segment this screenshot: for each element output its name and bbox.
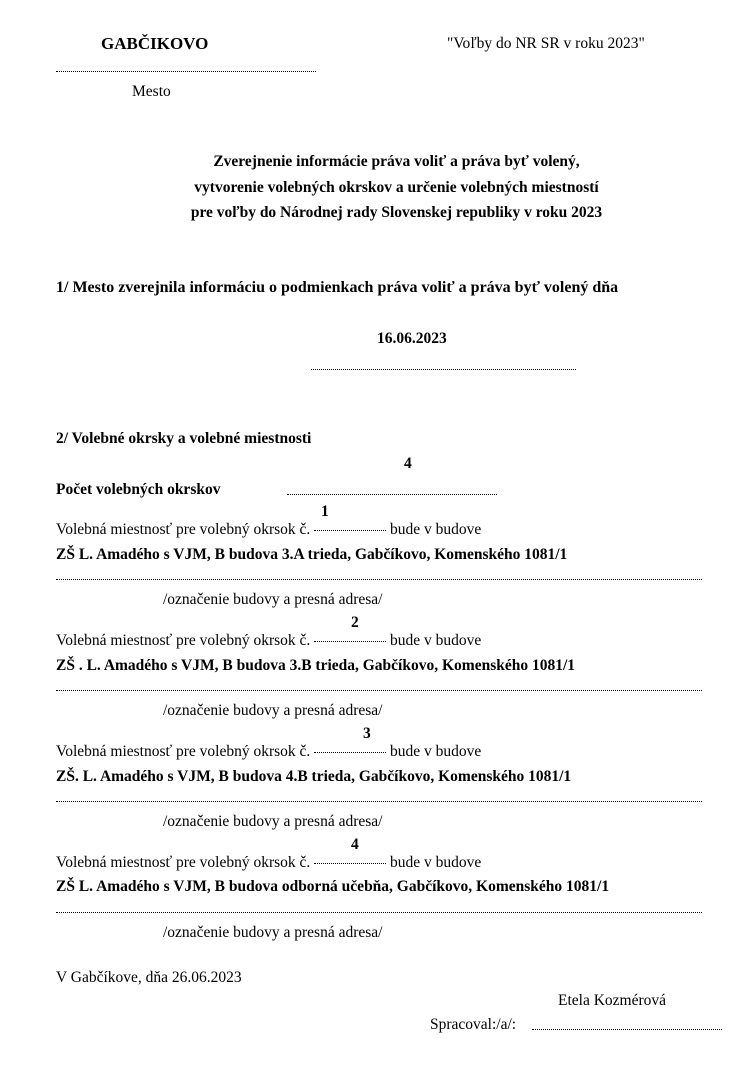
district-address-line [56,912,702,913]
district-count-line [287,494,497,495]
district-number: 2 [351,614,359,631]
district-room-prefix: Volebná miestnosť pre volebný okrsok č. [56,743,311,760]
district-number: 1 [321,503,329,520]
district-address: ZŠ. L. Amadého s VJM, B budova 4.B trieda, Gabčíkovo, Komenského 1081/1 [56,768,572,785]
district-room-line [56,743,481,761]
town-caption: Mesto [132,83,171,100]
district-address: ZŠ . L. Amadého s VJM, B budova 3.B trieda, Gabčíkovo, Komenského 1081/1 [56,657,576,674]
district-caption: /označenie budovy a presná adresa/ [163,813,383,830]
district-caption: /označenie budovy a presná adresa/ [163,924,383,941]
district-count-label: Počet volebných okrskov [56,481,221,498]
district-address: ZŠ L. Amadého s VJM, B budova 3.A trieda, Gabčíkovo, Komenského 1081/1 [56,546,568,563]
district-room-suffix: bude v budove [390,854,482,871]
processor-name: Etela Kozmérová [558,992,667,1009]
district-room-suffix: bude v budove [390,521,482,538]
title-line-2: vytvorenie volebných okrskov a určenie volebných miestností [194,179,599,196]
processed-by-label: Spracoval:/a/: [430,1016,517,1033]
district-address-line [56,801,702,802]
town-signature-line [56,71,316,72]
district-address-line [56,579,702,580]
title-line-3: pre voľby do Národnej rady Slovenskej republiky v roku 2023 [190,204,603,221]
district-number-dots [314,530,386,531]
title-line-1: Zverejnenie informácie práva voliť a práva byť volený, [213,153,580,170]
district-number-dots [314,863,386,864]
town-name: GABČIKOVO [101,34,209,53]
place-and-date: V Gabčíkove, dňa 26.06.2023 [56,969,242,986]
district-room-suffix: bude v budove [390,743,482,760]
district-count-value: 4 [404,455,412,472]
district-address-line [56,690,702,691]
district-room-line [56,521,481,539]
district-room-prefix: Volebná miestnosť pre volebný okrsok č. [56,521,311,538]
district-number: 3 [363,725,371,742]
district-room-line [56,854,481,872]
district-room-suffix: bude v budove [390,632,482,649]
signature-line [532,1029,722,1030]
district-room-line [56,632,481,650]
district-address: ZŠ L. Amadého s VJM, B budova odborná učebňa, Gabčíkovo, Komenského 1081/1 [56,878,610,895]
election-title: "Voľby do NR SR v roku 2023" [447,35,645,52]
district-room-prefix: Volebná miestnosť pre volebný okrsok č. [56,632,311,649]
district-caption: /označenie budovy a presná adresa/ [163,702,383,719]
district-number: 4 [351,836,359,853]
district-number-dots [314,641,386,642]
section-1-text: 1/ Mesto zverejnila informáciu o podmienkach práva voliť a práva byť volený dňa [56,279,619,296]
section-2-heading: 2/ Volebné okrsky a volebné miestnosti [56,430,312,447]
district-room-prefix: Volebná miestnosť pre volebný okrsok č. [56,854,311,871]
date-line [311,369,576,370]
district-number-dots [314,752,386,753]
district-caption: /označenie budovy a presná adresa/ [163,591,383,608]
publication-date: 16.06.2023 [377,330,447,347]
